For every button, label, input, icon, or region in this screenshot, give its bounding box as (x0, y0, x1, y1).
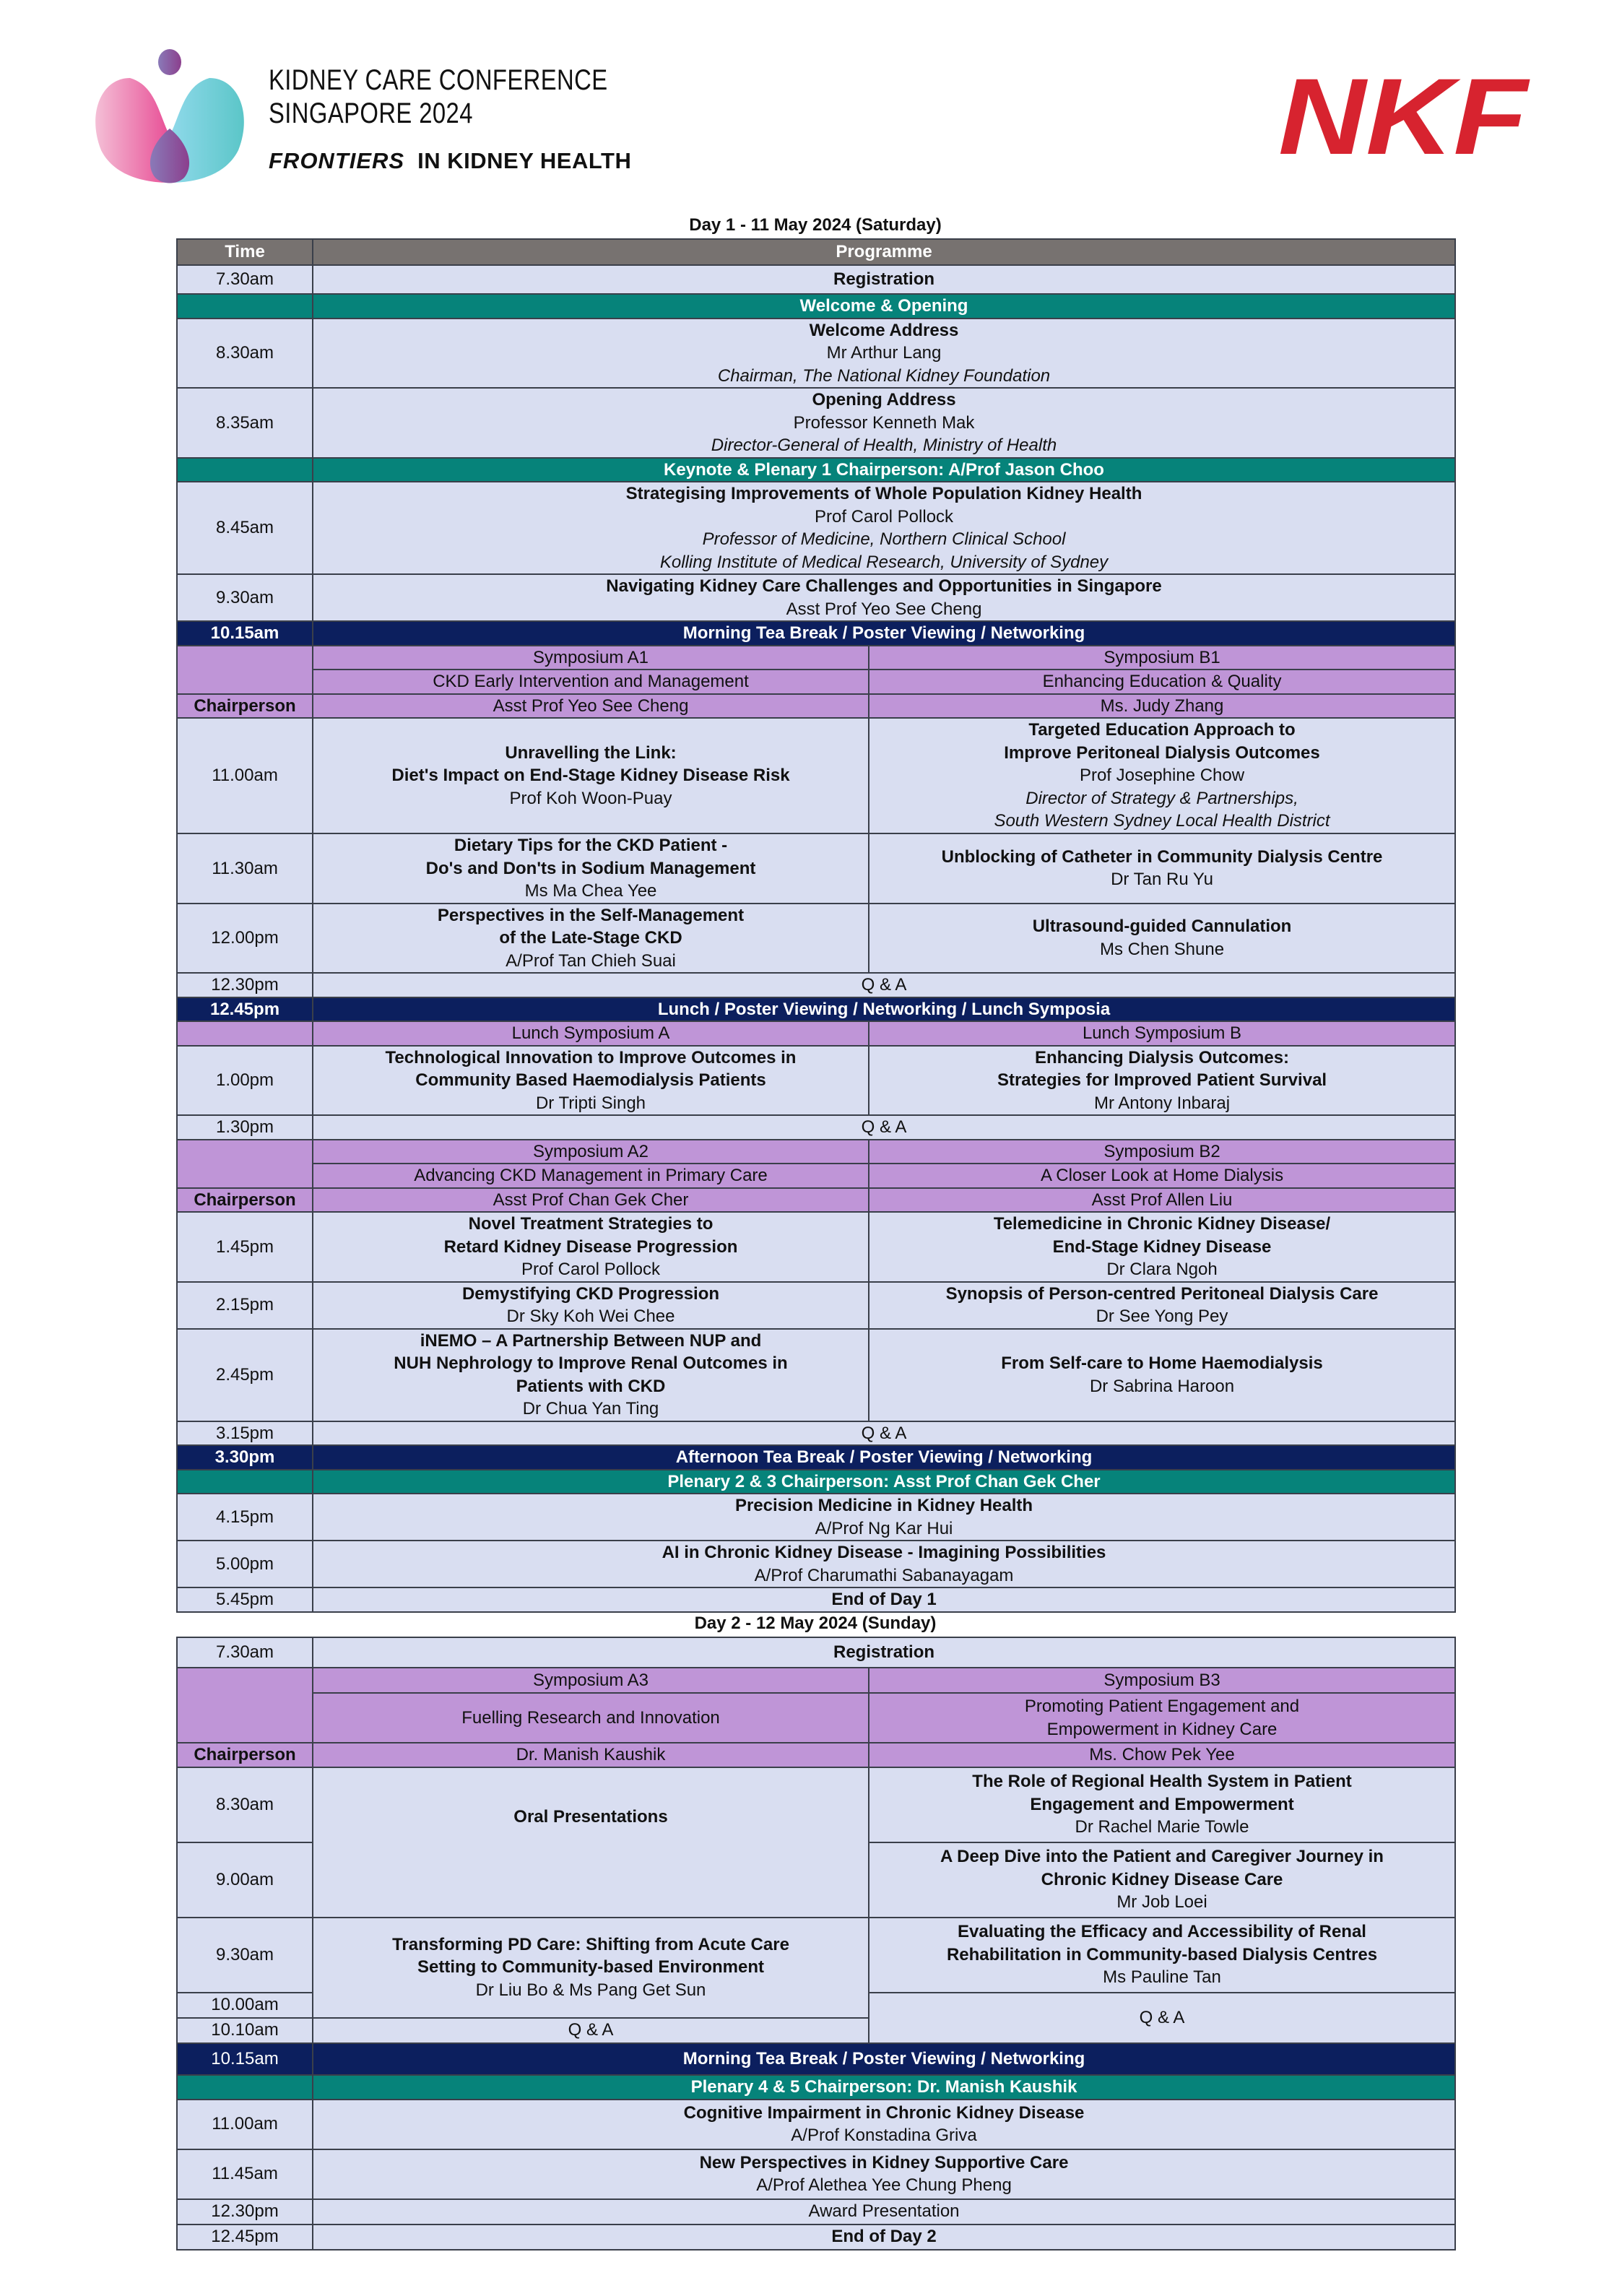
session-title: Diet's Impact on End-Stage Kidney Disease Risk (391, 766, 790, 786)
theme-line: Empowerment in Kidney Care (1046, 1719, 1278, 1739)
section-title: Plenary 2 & 3 Chairperson: Asst Prof Chan Gek Cher (313, 1470, 1455, 1494)
time-cell: 12.45pm (177, 997, 313, 1022)
session-title: Enhancing Dialysis Outcomes: (1034, 1047, 1290, 1067)
speaker-affiliation: Kolling Institute of Medical Research, University of Sydney (659, 552, 1109, 572)
session-cell (313, 482, 1455, 574)
speaker-name: Dr Chua Yan Ting (522, 1399, 659, 1418)
table-row (177, 574, 1455, 621)
column-header-programme: Programme (313, 239, 1455, 265)
section-title: Welcome & Opening (313, 294, 1455, 319)
speaker-name: Prof Carol Pollock (814, 506, 954, 527)
section-header-row (177, 458, 1455, 482)
session-b-cell (869, 1282, 1455, 1329)
session-title: Strategies for Improved Patient Survival (997, 1070, 1327, 1090)
break-label: Afternoon Tea Break / Poster Viewing / Networking (313, 1445, 1455, 1470)
conference-logo-icon (87, 49, 253, 186)
section-title: Keynote & Plenary 1 Chairperson: A/Prof Jason Choo (313, 458, 1455, 482)
time-cell (177, 646, 313, 694)
break-row (177, 1445, 1455, 1470)
time-cell (177, 1140, 313, 1188)
session-title: Community Based Haemodialysis Patients (415, 1070, 766, 1090)
session-title: Dietary Tips for the CKD Patient - (454, 836, 728, 855)
section-header-row (177, 294, 1455, 319)
speaker-name: Prof Koh Woon-Puay (509, 788, 672, 808)
session-a-cell (313, 833, 869, 904)
conference-title-line1: KIDNEY CARE CONFERENCE (269, 64, 608, 96)
theme-line: Promoting Patient Engagement and (1024, 1697, 1300, 1716)
section-header-row (177, 2075, 1455, 2100)
symposium-a-chair: Asst Prof Yeo See Cheng (313, 694, 869, 719)
session-a-cell (313, 1282, 869, 1329)
end-of-day-label: End of Day 2 (313, 2224, 1455, 2250)
break-row (177, 997, 1455, 1022)
table-row (177, 2149, 1455, 2199)
chairperson-label: Chairperson (177, 694, 313, 719)
session-title: Retard Kidney Disease Progression (443, 1236, 738, 1257)
session-b-cell (869, 718, 1455, 833)
time-cell: 12.30pm (177, 973, 313, 997)
session-a-cell (313, 904, 869, 974)
speaker-name: Mr Job Loei (1116, 1892, 1207, 1912)
speaker-name: Professor Kenneth Mak (793, 412, 975, 433)
session-title: Technological Innovation to Improve Outcomes in (385, 1047, 797, 1067)
symposium-name-row (177, 1140, 1455, 1164)
symposium-name-row (177, 1021, 1455, 1046)
registration-cell: Registration (313, 1637, 1455, 1668)
session-title: The Role of Regional Health System in Patient (972, 1772, 1352, 1792)
break-row (177, 621, 1455, 646)
session-title: Transforming PD Care: Shifting from Acute Care (392, 1934, 789, 1954)
day1-title: Day 1 - 11 May 2024 (Saturday) (689, 215, 942, 235)
table-row (177, 265, 1455, 294)
break-label: Lunch / Poster Viewing / Networking / Lunch Symposia (313, 997, 1455, 1022)
nkf-logo-icon (1278, 69, 1531, 159)
symposium-b-theme (869, 1693, 1455, 1743)
symposium-b-chair: Ms. Judy Zhang (869, 694, 1455, 719)
speaker-name: Dr See Yong Pey (1096, 1307, 1228, 1326)
symposium-a-theme: CKD Early Intervention and Management (313, 670, 869, 694)
symposium-b-name: Symposium B1 (869, 646, 1455, 670)
session-title: Improve Peritoneal Dialysis Outcomes (1004, 742, 1320, 763)
symposium-theme-row (177, 1693, 1455, 1743)
break-label: Morning Tea Break / Poster Viewing / Networking (313, 621, 1455, 646)
speaker-name: A/Prof Tan Chieh Suai (506, 950, 676, 971)
session-title: iNEMO – A Partnership Between NUP and (420, 1330, 762, 1351)
session-a-cell (313, 1212, 869, 1282)
session-title: Cognitive Impairment in Chronic Kidney Disease (683, 2102, 1085, 2123)
symposium-a-name: Symposium A1 (313, 646, 869, 670)
time-cell: 9.30am (177, 574, 313, 621)
time-cell: 9.00am (177, 1842, 313, 1918)
table-row (177, 1046, 1455, 1116)
column-header-time: Time (177, 239, 313, 265)
chairperson-row (177, 694, 1455, 719)
time-cell: 5.45pm (177, 1587, 313, 1612)
time-cell: 8.30am (177, 319, 313, 389)
symposium-a-theme: Fuelling Research and Innovation (313, 1693, 869, 1743)
speaker-name: Ms Chen Shune (1099, 939, 1225, 959)
award-presentation-label: Award Presentation (313, 2199, 1455, 2224)
end-of-day-label: End of Day 1 (313, 1587, 1455, 1612)
time-cell: 1.00pm (177, 1046, 313, 1116)
tagline-kidney-health: IN KIDNEY HEALTH (417, 148, 632, 173)
session-title: From Self-care to Home Haemodialysis (1001, 1353, 1323, 1373)
session-title: Evaluating the Efficacy and Accessibility of Renal (958, 1922, 1366, 1942)
qa-row (177, 973, 1455, 997)
session-title: AI in Chronic Kidney Disease - Imagining Possibilities (662, 1543, 1106, 1562)
session-title: Navigating Kidney Care Challenges and Opportunities in Singapore (606, 576, 1162, 596)
session-title: Telemedicine in Chronic Kidney Disease/ (993, 1214, 1331, 1234)
speaker-name: Prof Carol Pollock (521, 1260, 661, 1279)
symposium-a-chair: Dr. Manish Kaushik (313, 1743, 869, 1767)
time-cell: 11.45am (177, 2149, 313, 2199)
time-cell: 12.30pm (177, 2199, 313, 2224)
symposium-a-theme: Advancing CKD Management in Primary Care (313, 1164, 869, 1188)
time-cell: 12.45pm (177, 2224, 313, 2250)
table-row (177, 1587, 1455, 1612)
chairperson-row (177, 1188, 1455, 1213)
session-title: Ultrasound-guided Cannulation (1032, 917, 1292, 937)
table-row (177, 833, 1455, 904)
speaker-name: Dr Liu Bo & Ms Pang Get Sun (475, 1980, 706, 2000)
qa-label: Q & A (313, 1115, 1455, 1140)
table-row (177, 482, 1455, 574)
time-cell: 11.30am (177, 833, 313, 904)
chairperson-label: Chairperson (177, 1743, 313, 1767)
time-cell (177, 2075, 313, 2100)
qa-label: Q & A (313, 1421, 1455, 1446)
session-title: Rehabilitation in Community-based Dialysis Centres (946, 1944, 1378, 1964)
session-cell (313, 388, 1455, 458)
table-row (177, 1918, 1455, 1993)
time-cell: 8.45am (177, 482, 313, 574)
qa-row (177, 1115, 1455, 1140)
qa-row (177, 1421, 1455, 1446)
symposium-b-name: Symposium B2 (869, 1140, 1455, 1164)
time-cell: 4.15pm (177, 1494, 313, 1541)
session-title: New Perspectives in Kidney Supportive Care (699, 2152, 1069, 2172)
speaker-affiliation: South Western Sydney Local Health District (994, 811, 1330, 831)
session-title: End-Stage Kidney Disease (1052, 1236, 1272, 1257)
session-b-cell (869, 1842, 1455, 1918)
session-a-cell (313, 1329, 869, 1421)
section-header-row (177, 1470, 1455, 1494)
symposium-a-chair: Asst Prof Chan Gek Cher (313, 1188, 869, 1213)
speaker-name: Dr Tripti Singh (535, 1093, 646, 1113)
session-title: Welcome Address (809, 320, 959, 340)
qa-label: Q & A (313, 973, 1455, 997)
table-row (177, 1767, 1455, 1842)
speaker-name: Asst Prof Yeo See Cheng (786, 599, 982, 619)
table-row (177, 1329, 1455, 1421)
oral-presentations-cell: Oral Presentations (313, 1767, 869, 1918)
time-cell: 10.00am (177, 1993, 313, 2018)
session-title: A Deep Dive into the Patient and Caregiver Journey in (940, 1847, 1384, 1867)
section-title: Plenary 4 & 5 Chairperson: Dr. Manish Kaushik (313, 2075, 1455, 2100)
session-cell (313, 319, 1455, 389)
session-b-cell (869, 833, 1455, 904)
symposium-a-name: Symposium A3 (313, 1668, 869, 1693)
chairperson-row (177, 1743, 1455, 1767)
speaker-name: Dr Rachel Marie Towle (1075, 1817, 1249, 1837)
table-header-row (177, 239, 1455, 265)
time-cell (177, 458, 313, 482)
speaker-name: A/Prof Konstadina Griva (791, 2126, 977, 2145)
session-a-cell (313, 718, 869, 833)
break-label: Morning Tea Break / Poster Viewing / Networking (313, 2043, 1455, 2075)
table-row (177, 2224, 1455, 2250)
table-row (177, 388, 1455, 458)
svg-text:NKF: NKF (1278, 69, 1530, 159)
symposium-theme-row (177, 670, 1455, 694)
session-b-cell (869, 1329, 1455, 1421)
table-row (177, 1282, 1455, 1329)
time-cell: 10.15am (177, 2043, 313, 2075)
symposium-theme-row (177, 1164, 1455, 1188)
speaker-name: A/Prof Charumathi Sabanayagam (754, 1565, 1014, 1585)
conference-title-line2: SINGAPORE 2024 (269, 98, 473, 129)
session-title: Perspectives in the Self-Management (437, 905, 745, 925)
time-cell: 10.15am (177, 621, 313, 646)
session-title: Do's and Don'ts in Sodium Management (425, 858, 756, 878)
session-title: Novel Treatment Strategies to (468, 1214, 714, 1234)
session-title: Synopsis of Person-centred Peritoneal Dialysis Care (945, 1283, 1379, 1304)
time-cell: 12.00pm (177, 904, 313, 974)
qa-label: Q & A (869, 1993, 1455, 2043)
speaker-role: Professor of Medicine, Northern Clinical School (702, 529, 1066, 549)
break-row (177, 2043, 1455, 2075)
symposium-name-row (177, 1668, 1455, 1693)
speaker-role: Chairman, The National Kidney Foundation (717, 365, 1051, 386)
time-cell (177, 294, 313, 319)
table-row (177, 904, 1455, 974)
session-b-cell (869, 1212, 1455, 1282)
time-cell (177, 1021, 313, 1046)
session-title: Setting to Community-based Environment (417, 1957, 765, 1977)
session-b-cell (869, 904, 1455, 974)
symposium-b-name: Symposium B3 (869, 1668, 1455, 1693)
day2-title: Day 2 - 12 May 2024 (Sunday) (694, 1613, 937, 1633)
symposium-a-name: Symposium A2 (313, 1140, 869, 1164)
speaker-name: Mr Antony Inbaraj (1093, 1093, 1231, 1113)
time-cell: 7.30am (177, 265, 313, 294)
speaker-role: Director of Strategy & Partnerships, (1025, 788, 1298, 808)
session-cell (313, 2100, 1455, 2149)
table-row (177, 2100, 1455, 2149)
session-title: Strategising Improvements of Whole Population Kidney Health (625, 484, 1142, 503)
speaker-name: Dr Clara Ngoh (1106, 1260, 1218, 1279)
session-title: Unravelling the Link: (505, 742, 677, 763)
time-cell (177, 1470, 313, 1494)
page-header (0, 0, 1622, 202)
speaker-name: Dr Sabrina Haroon (1089, 1376, 1235, 1396)
table-row (177, 2199, 1455, 2224)
time-cell: 10.10am (177, 2018, 313, 2043)
time-cell: 5.00pm (177, 1541, 313, 1587)
session-cell (313, 2149, 1455, 2199)
session-b-cell (869, 1046, 1455, 1116)
conference-tagline (269, 148, 631, 174)
time-cell: 7.30am (177, 1637, 313, 1668)
session-title: Demystifying CKD Progression (461, 1283, 720, 1304)
time-cell: 1.30pm (177, 1115, 313, 1140)
time-cell: 1.45pm (177, 1212, 313, 1282)
symposium-b-chair: Ms. Chow Pek Yee (869, 1743, 1455, 1767)
session-title: Chronic Kidney Disease Care (1041, 1869, 1283, 1889)
chairperson-label: Chairperson (177, 1188, 313, 1213)
session-title: Engagement and Empowerment (1030, 1794, 1294, 1814)
session-b-cell (869, 1767, 1455, 1842)
symposium-b-chair: Asst Prof Allen Liu (869, 1188, 1455, 1213)
tagline-frontiers: FRONTIERS (269, 148, 405, 173)
speaker-name: A/Prof Alethea Yee Chung Pheng (756, 2175, 1012, 2195)
table-row (177, 718, 1455, 833)
table-row (177, 1212, 1455, 1282)
time-cell: 11.00am (177, 718, 313, 833)
session-cell (313, 1541, 1455, 1587)
symposium-b-name: Lunch Symposium B (869, 1021, 1455, 1046)
session-b-cell (869, 1918, 1455, 1993)
day1-schedule-table (176, 238, 1456, 1613)
session-cell (313, 1494, 1455, 1541)
symposium-b-theme: Enhancing Education & Quality (869, 670, 1455, 694)
session-title: Precision Medicine in Kidney Health (734, 1496, 1033, 1515)
time-cell: 8.30am (177, 1767, 313, 1842)
speaker-name: Mr Arthur Lang (826, 343, 942, 363)
symposium-b-theme: A Closer Look at Home Dialysis (869, 1164, 1455, 1188)
qa-label: Q & A (313, 2018, 869, 2043)
table-row (177, 319, 1455, 389)
registration-cell: Registration (313, 265, 1455, 294)
time-cell: 11.00am (177, 2100, 313, 2149)
session-a-cell (313, 1046, 869, 1116)
time-cell (177, 1668, 313, 1743)
speaker-name: Dr Tan Ru Yu (1111, 870, 1213, 890)
time-cell: 3.30pm (177, 1445, 313, 1470)
table-row (177, 1494, 1455, 1541)
session-a-cell (313, 1918, 869, 2018)
time-cell: 3.15pm (177, 1421, 313, 1446)
session-title: Opening Address (812, 390, 956, 410)
symposium-a-name: Lunch Symposium A (313, 1021, 869, 1046)
speaker-name: Ms Ma Chea Yee (524, 881, 657, 901)
time-cell: 9.30am (177, 1918, 313, 1993)
session-title: Targeted Education Approach to (1028, 720, 1296, 740)
speaker-role: Director-General of Health, Ministry of Health (711, 436, 1057, 455)
time-cell: 2.15pm (177, 1282, 313, 1329)
symposium-name-row (177, 646, 1455, 670)
speaker-name: A/Prof Ng Kar Hui (815, 1518, 953, 1538)
speaker-name: Ms Pauline Tan (1103, 1967, 1221, 1988)
conference-title (269, 64, 608, 130)
time-cell: 2.45pm (177, 1329, 313, 1421)
time-cell: 8.35am (177, 388, 313, 458)
table-row (177, 1541, 1455, 1587)
session-title: NUH Nephrology to Improve Renal Outcomes in (394, 1353, 788, 1373)
session-title: Patients with CKD (516, 1376, 666, 1396)
day2-schedule-table (176, 1637, 1456, 2250)
speaker-name: Dr Sky Koh Wei Chee (506, 1307, 675, 1326)
table-row (177, 1637, 1455, 1668)
session-title: Unblocking of Catheter in Community Dialysis Centre (941, 846, 1383, 867)
speaker-name: Prof Josephine Chow (1079, 766, 1245, 786)
session-cell (313, 574, 1455, 621)
session-title: of the Late-Stage CKD (499, 928, 682, 948)
